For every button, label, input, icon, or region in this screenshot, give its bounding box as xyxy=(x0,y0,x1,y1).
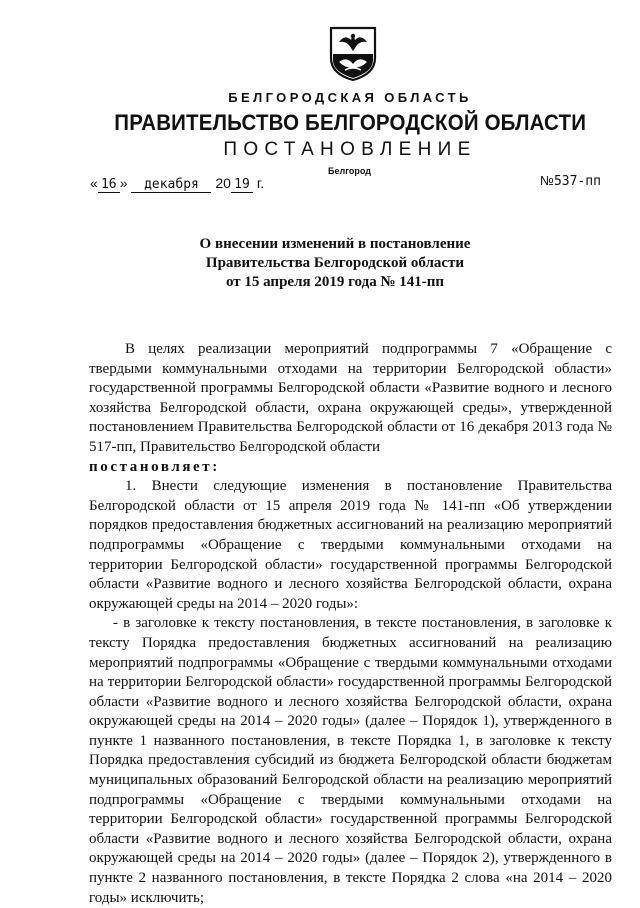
document-type: ПОСТАНОВЛЕНИЕ xyxy=(223,139,477,160)
region-name: БЕЛГОРОДСКАЯ ОБЛАСТЬ xyxy=(228,90,472,105)
coat-of-arms-icon xyxy=(327,24,379,82)
government-name: ПРАВИТЕЛЬСТВО БЕЛГОРОДСКОЙ ОБЛАСТИ xyxy=(114,110,587,135)
document-title xyxy=(0,235,640,292)
date-close-quote: » xyxy=(119,175,128,191)
number-prefix: № xyxy=(540,173,554,188)
number-value: 537-пп xyxy=(553,174,601,189)
decides-word: постановляет: xyxy=(89,458,220,475)
date-month: декабря xyxy=(131,177,211,193)
title-line-3: от 15 апреля 2019 года № 141-пп xyxy=(225,274,445,290)
title-line-2: Правительства Белгородской области xyxy=(205,255,465,271)
date-open-quote: « xyxy=(90,175,98,191)
subitem-paragraph: - в заголовке к тексту постановления, в тексте постановления, в заголовке к тексту Порядка предоставления бюджетных ассигнований на реализацию мероприятий подпрограммы «Обращение с твердыми коммунальными отходами на территории Белгородской области» государственной программы Белгородской области «Развитие водного и лесного хозяйства Белгородской области, охрана окружающей среды на 2014 – 2020 годы» (далее – Порядок 1), утвержденного в пункте 1 названного постановления, в тексте Порядка 1, в заголовке к тексту Порядка предоставления субсидий из бюджета Белгородской области бюджетам муниципальных образований Белгородской области на реализацию мероприятий подпрограммы «Обращение с твердыми коммунальными отходами на территории Белгородской области» государственной программы Белгородской области «Развитие водного и лесного хозяйства Белгородской области, охрана окружающей среды на 2014 – 2020 годы» (далее – Порядок 2), утвержденного в пункте 2 названного постановления, в тексте Порядка 2 слова «на 2014 – 2020 годы» исключить; xyxy=(89,615,612,906)
document-body xyxy=(89,340,612,908)
date-day: 16 xyxy=(98,177,120,193)
city-name: Белгород xyxy=(328,166,371,176)
date-year-unit: г. xyxy=(256,175,265,191)
document-date xyxy=(90,175,264,193)
document-number xyxy=(540,173,601,189)
date-year-prefix: 20 xyxy=(215,175,231,191)
item-1-paragraph: 1. Внести следующие изменения в постановление Правительства Белгородской области от 15 апреля 2019 года № 141-пп «Об утверждении порядков предоставления бюджетных ассигнований на реализацию мероприятий подпрограммы «Обращение с твердыми коммунальными отходами на территории Белгородской области» государственной программы Белгородской области «Развитие водного и лесного хозяйства Белгородской области, охрана окружающей среды на 2014 – 2020 годы»: xyxy=(89,478,612,612)
title-line-1: О внесении изменений в постановление xyxy=(199,236,471,252)
date-year-suffix: 19 xyxy=(231,177,253,193)
preamble-paragraph: В целях реализации мероприятий подпрограммы 7 «Обращение с твердыми коммунальными отходами на территории Белгородской области» государственной программы Белгородской области «Развитие водного и лесного хозяйства Белгородской области, охрана окружающей среды», утвержденной постановлением Правительства Белгородской области от 16 декабря 2013 года № 517-пп, Правительство Белгородской области xyxy=(89,341,612,455)
